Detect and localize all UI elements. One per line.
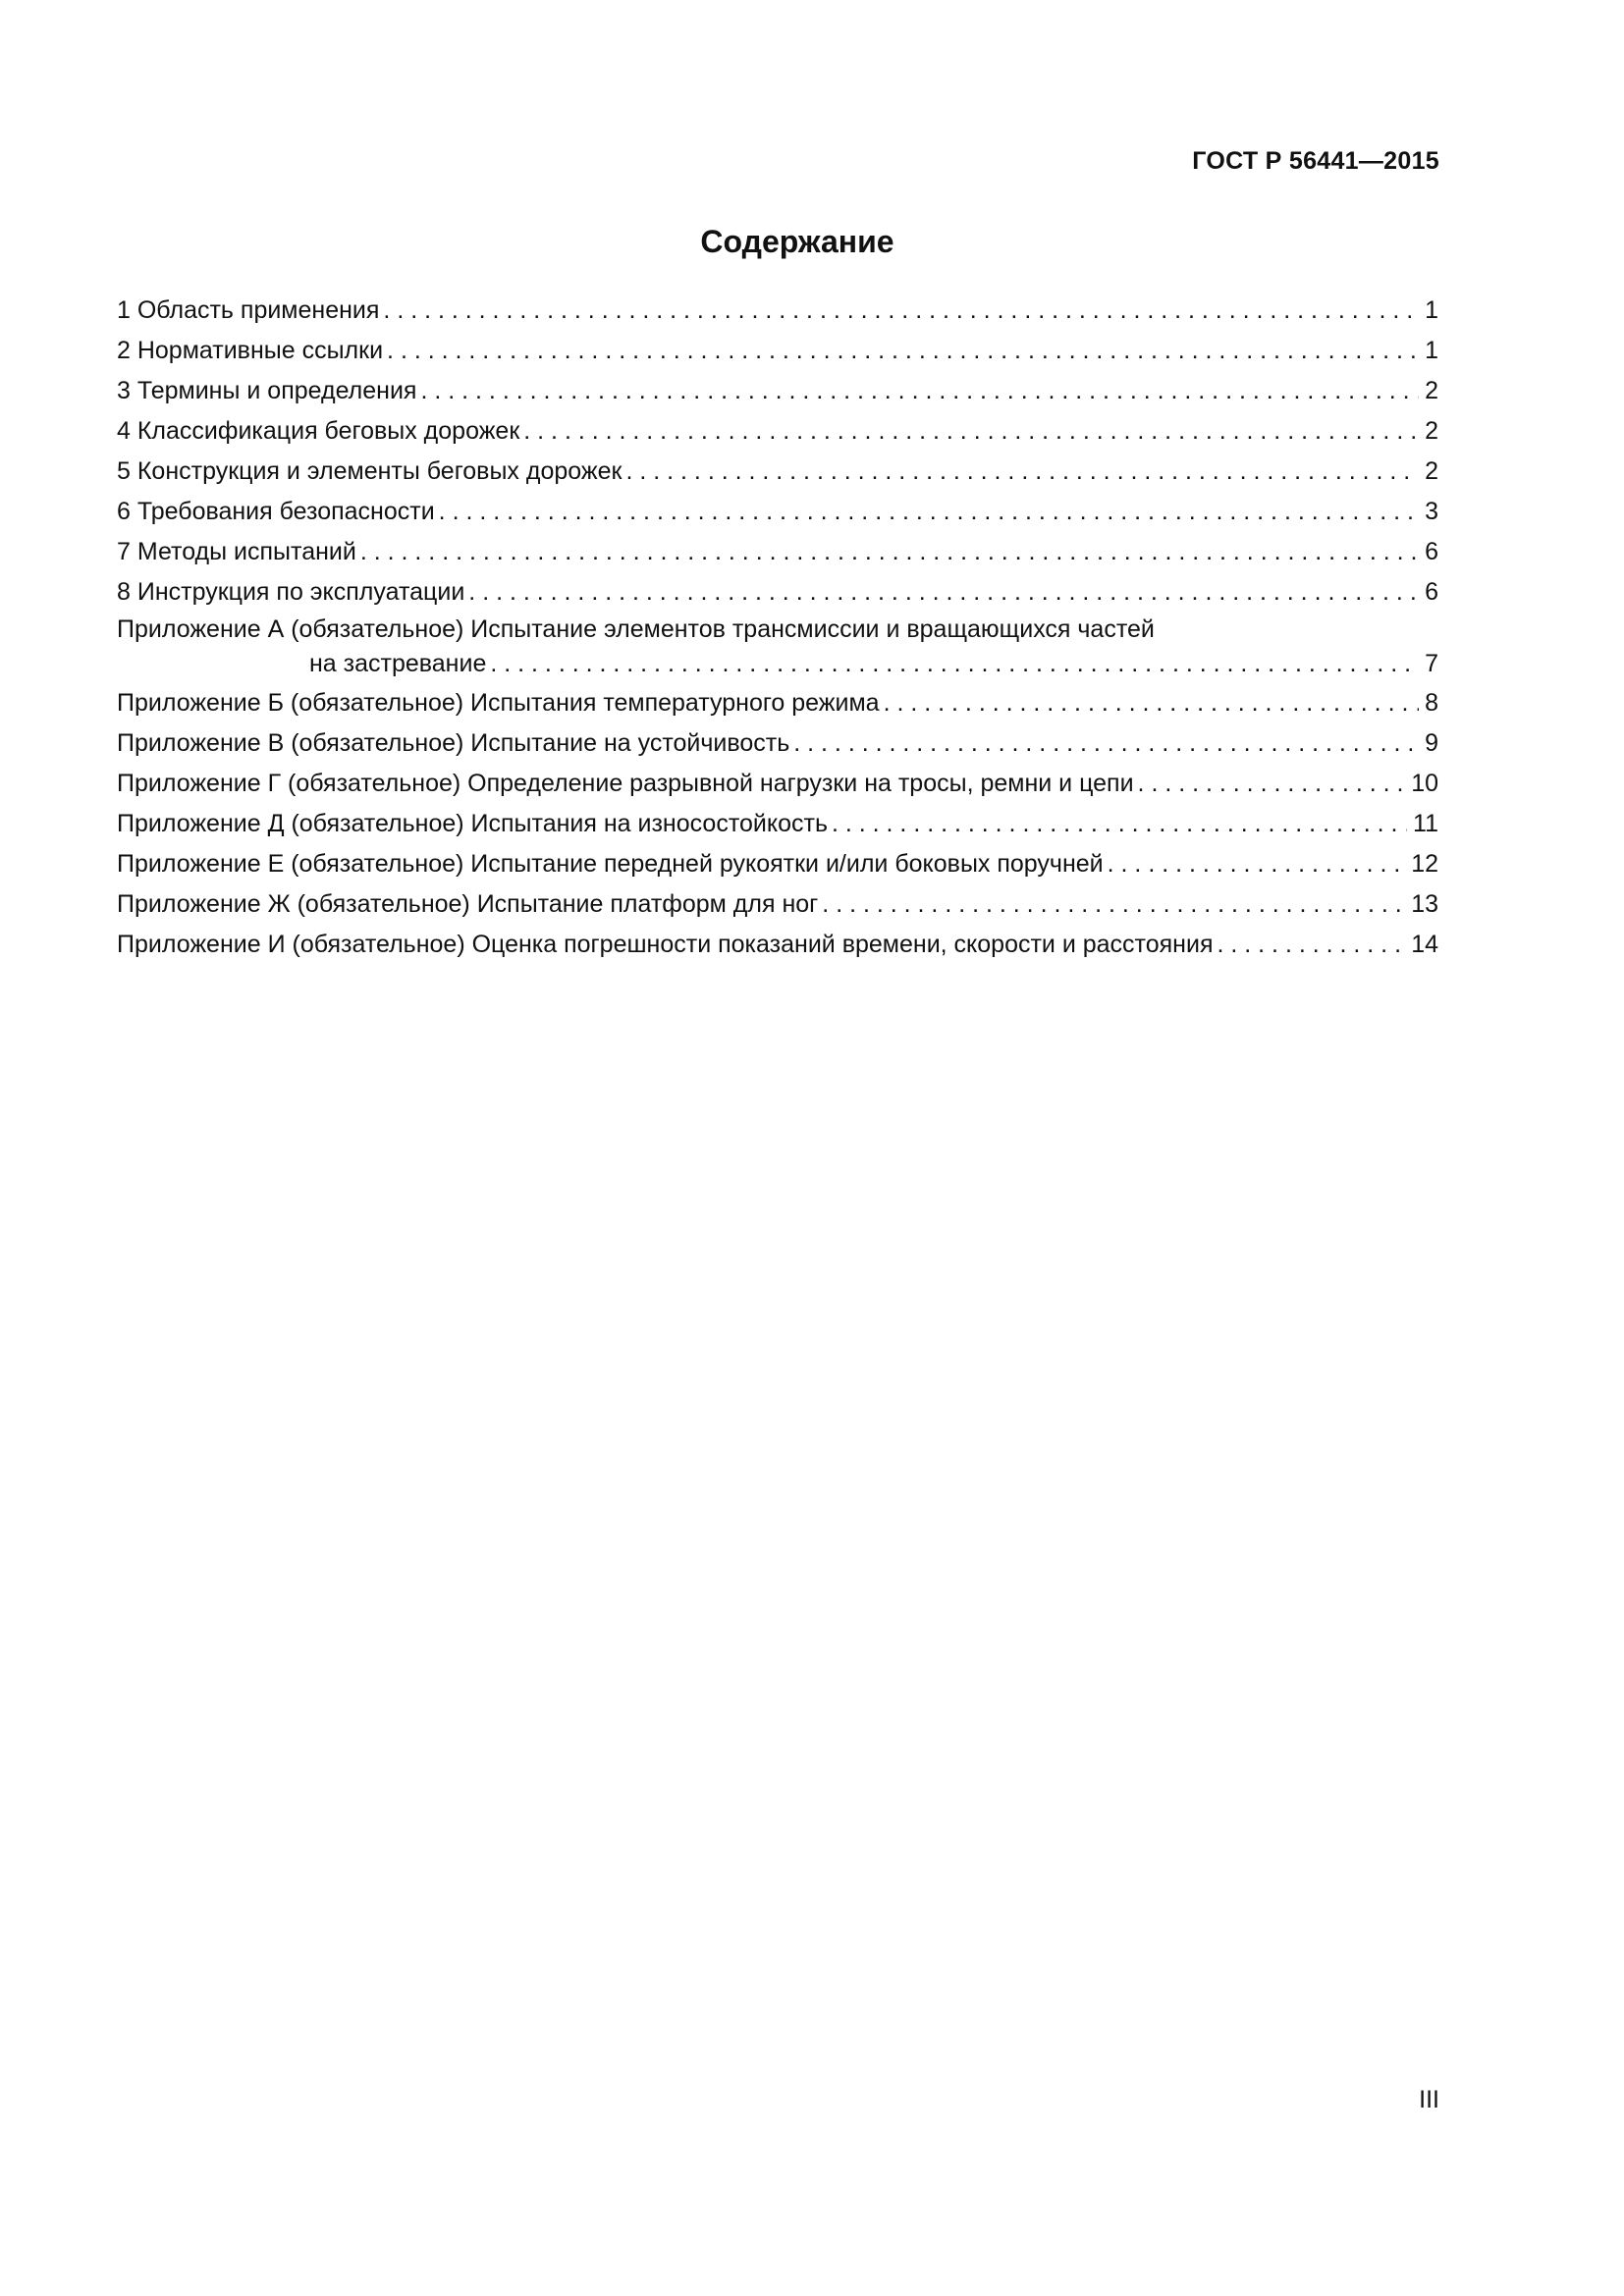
toc-entry-page: 1 bbox=[1425, 296, 1438, 324]
toc-entry-page: 8 bbox=[1425, 689, 1438, 717]
toc-entry-label: Приложение Е (обязательное) Испытание передней рукоятки и/или боковых поручней bbox=[117, 850, 1104, 878]
toc-entry-page: 10 bbox=[1411, 770, 1438, 797]
toc-entry[interactable] bbox=[117, 331, 1438, 371]
toc-entry-page: 2 bbox=[1425, 417, 1438, 445]
dot-leader bbox=[884, 683, 1420, 723]
toc-entry-label: Приложение А (обязательное) Испытание элементов трансмиссии и вращающихся частей bbox=[117, 615, 1155, 643]
toc-entry-label: Приложение В (обязательное) Испытание на устойчивость bbox=[117, 729, 790, 757]
toc-entry[interactable] bbox=[117, 804, 1438, 844]
toc-entry-label-continuation: на застревание bbox=[309, 650, 487, 677]
toc-entry-label: 1 Область применения bbox=[117, 296, 380, 324]
toc-title: Содержание bbox=[700, 224, 894, 259]
dot-leader bbox=[832, 804, 1407, 844]
toc-entry[interactable] bbox=[117, 613, 1438, 681]
toc-entry-label: 2 Нормативные ссылки bbox=[117, 337, 384, 364]
dot-leader bbox=[420, 371, 1419, 411]
toc-entry[interactable] bbox=[117, 723, 1438, 764]
toc-entry[interactable] bbox=[117, 371, 1438, 411]
toc-entry[interactable] bbox=[117, 291, 1438, 331]
toc-entry-label: Приложение Ж (обязательное) Испытание платформ для ног bbox=[117, 890, 819, 918]
dot-leader bbox=[625, 452, 1419, 492]
toc-entry-label: 3 Термины и определения bbox=[117, 377, 417, 404]
dot-leader bbox=[468, 572, 1419, 613]
toc-entry-label: 8 Инструкция по эксплуатации bbox=[117, 578, 465, 606]
toc-entry[interactable] bbox=[117, 572, 1438, 613]
dot-leader bbox=[822, 884, 1405, 925]
toc-entry-label: Приложение И (обязательное) Оценка погрешности показаний времени, скорости и расстояния bbox=[117, 931, 1214, 958]
toc-entry[interactable] bbox=[117, 492, 1438, 532]
toc-entry-label: 6 Требования безопасности bbox=[117, 498, 435, 525]
document-code: ГОСТ Р 56441—2015 bbox=[1192, 147, 1439, 175]
toc-entry[interactable] bbox=[117, 884, 1438, 925]
toc-entry-label: 4 Классификация беговых дорожек bbox=[117, 417, 520, 445]
dot-leader bbox=[1217, 925, 1405, 965]
toc-entry-page: 2 bbox=[1425, 377, 1438, 404]
toc-entry-page: 3 bbox=[1425, 498, 1438, 525]
toc-entry[interactable] bbox=[117, 764, 1438, 804]
toc-entry[interactable] bbox=[117, 683, 1438, 723]
toc-entry[interactable] bbox=[117, 452, 1438, 492]
toc-entry[interactable] bbox=[117, 844, 1438, 884]
dot-leader bbox=[523, 411, 1419, 452]
toc-entry-label: 5 Конструкция и элементы беговых дорожек bbox=[117, 457, 623, 485]
toc-entry[interactable] bbox=[117, 925, 1438, 965]
toc-entry-page: 14 bbox=[1411, 931, 1438, 958]
toc-entry-page: 1 bbox=[1425, 337, 1438, 364]
dot-leader bbox=[439, 492, 1419, 532]
toc-entry-page: 9 bbox=[1425, 729, 1438, 757]
page-number: III bbox=[1419, 2086, 1439, 2113]
dot-leader bbox=[387, 331, 1419, 371]
dot-leader bbox=[490, 646, 1419, 681]
toc-entry-page: 7 bbox=[1425, 650, 1438, 677]
toc-entry-page: 6 bbox=[1425, 538, 1438, 565]
toc-entry-label: Приложение Д (обязательное) Испытания на износостойкость bbox=[117, 810, 828, 837]
toc-entry-label: Приложение Б (обязательное) Испытания температурного режима bbox=[117, 689, 880, 717]
dot-leader bbox=[1108, 844, 1406, 884]
toc-entry-page: 12 bbox=[1411, 850, 1438, 878]
toc-entry-page: 6 bbox=[1425, 578, 1438, 606]
table-of-contents bbox=[117, 291, 1438, 965]
toc-entry-page: 2 bbox=[1425, 457, 1438, 485]
toc-entry-label: 7 Методы испытаний bbox=[117, 538, 356, 565]
dot-leader bbox=[360, 532, 1419, 572]
toc-entry[interactable] bbox=[117, 411, 1438, 452]
toc-entry-label: Приложение Г (обязательное) Определение разрывной нагрузки на тросы, ремни и цепи bbox=[117, 770, 1134, 797]
dot-leader bbox=[793, 723, 1419, 764]
toc-entry-page: 11 bbox=[1413, 810, 1438, 837]
toc-entry-page: 13 bbox=[1411, 890, 1438, 918]
dot-leader bbox=[383, 291, 1419, 331]
toc-entry[interactable] bbox=[117, 532, 1438, 572]
dot-leader bbox=[1138, 764, 1406, 804]
